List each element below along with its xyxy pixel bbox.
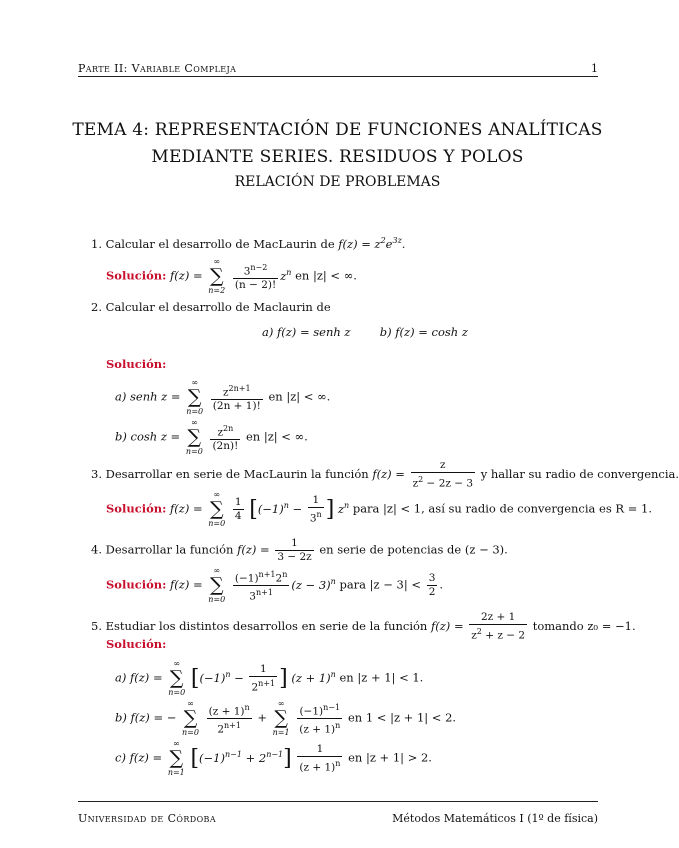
problem-2-items: a) f(z) = senh z b) f(z) = cosh z [262, 325, 468, 339]
document-title [60, 117, 615, 171]
solution-2-label: Solución: [106, 357, 167, 371]
solution-5-label: Solución: [106, 637, 167, 651]
solution-5c: c) f(z) = ∞ ∑ n=1 $[(-1)^{n-1} + 2^{n-1}]$ $\frac{1}{(z + 1)^n}$ en |z + 1| > 2. [115, 739, 432, 777]
title-line-2: MEDIANTE SERIES. RESIDUOS Y POLOS [151, 147, 524, 167]
problem-5: 5. Estudiar los distintos desarrollos en serie de la función f(z) = $\frac{2z + 1}{z^2 + z - 2}$ tomando z₀ = −1. [91, 611, 636, 642]
solution-5b: b) f(z) = − ∞ ∑ n=0 $\frac{(z + 1)^n}{2^{n+1}}$ + ∞ ∑ n=1 $\frac{(-1)^{n-1}}{(z + 1)^n}$ en 1 < |z + 1| < 2. [115, 699, 457, 737]
solution-2a: a) senh z = ∞ ∑ n=0 $\frac{z^{2n+1}}{(2n + 1)!}$ en |z| < ∞. [115, 378, 331, 416]
footer-right: Métodos Matemáticos I (1º de física) [392, 812, 598, 825]
problem-1: 1. Calcular el desarrollo de MacLaurin de $f(z) = z^2e^{3z}$. [91, 236, 406, 251]
footer-left: Universidad de Córdoba [78, 812, 216, 825]
solution-3: Solución: f(z) = ∞ ∑ n=0 $\frac{1}{4}$ [$(-1)^n$ − $\frac{1}{3^n}$ ] $z^n$ para |z| < 1, así su radio de convergencia es R = 1. [106, 490, 653, 528]
solution-1: Solución: f(z) = ∞ ∑ n=2 $\frac{3^{n-2}}{(n - 2)!}$ $z^n$ en |z| < ∞. [106, 257, 357, 295]
solution-4: Solución: f(z) = ∞ ∑ n=0 $\frac{(-1)^{n+1}2^n}{3^{n+1}}$ $(z - 3)^n$ para |z − 3| < $\frac{3}{2}$ . [106, 566, 444, 604]
solution-5a: a) f(z) = ∞ ∑ n=0 [$(-1)^n$ − $\frac{1}{2^{n+1}}$ ] $(z + 1)^n$ en |z + 1| < 1. [115, 659, 424, 697]
problem-4: 4. Desarrollar la función f(z) = $\frac{1}{3 - 2z}$ en serie de potencias de (z − 3). [91, 537, 508, 563]
document-subtitle: RELACIÓN DE PROBLEMAS [234, 174, 441, 190]
footer-rule [78, 801, 598, 802]
running-header: Parte II: Variable Compleja [78, 62, 237, 75]
solution-2b: b) cosh z = ∞ ∑ n=0 $\frac{z^{2n}}{(2n)!}$ en |z| < ∞. [115, 418, 308, 456]
page-number: 1 [591, 62, 598, 75]
problem-2: 2. Calcular el desarrollo de Maclaurin de [91, 300, 331, 314]
header-rule [78, 76, 598, 77]
title-line-1: TEMA 4: REPRESENTACIÓN DE FUNCIONES ANALÍTICAS [72, 120, 603, 140]
problem-3: 3. Desarrollar en serie de MacLaurin la función f(z) = $\frac{z}{z^2 - 2z - 3}$ y hallar su radio de convergencia. [91, 459, 679, 490]
